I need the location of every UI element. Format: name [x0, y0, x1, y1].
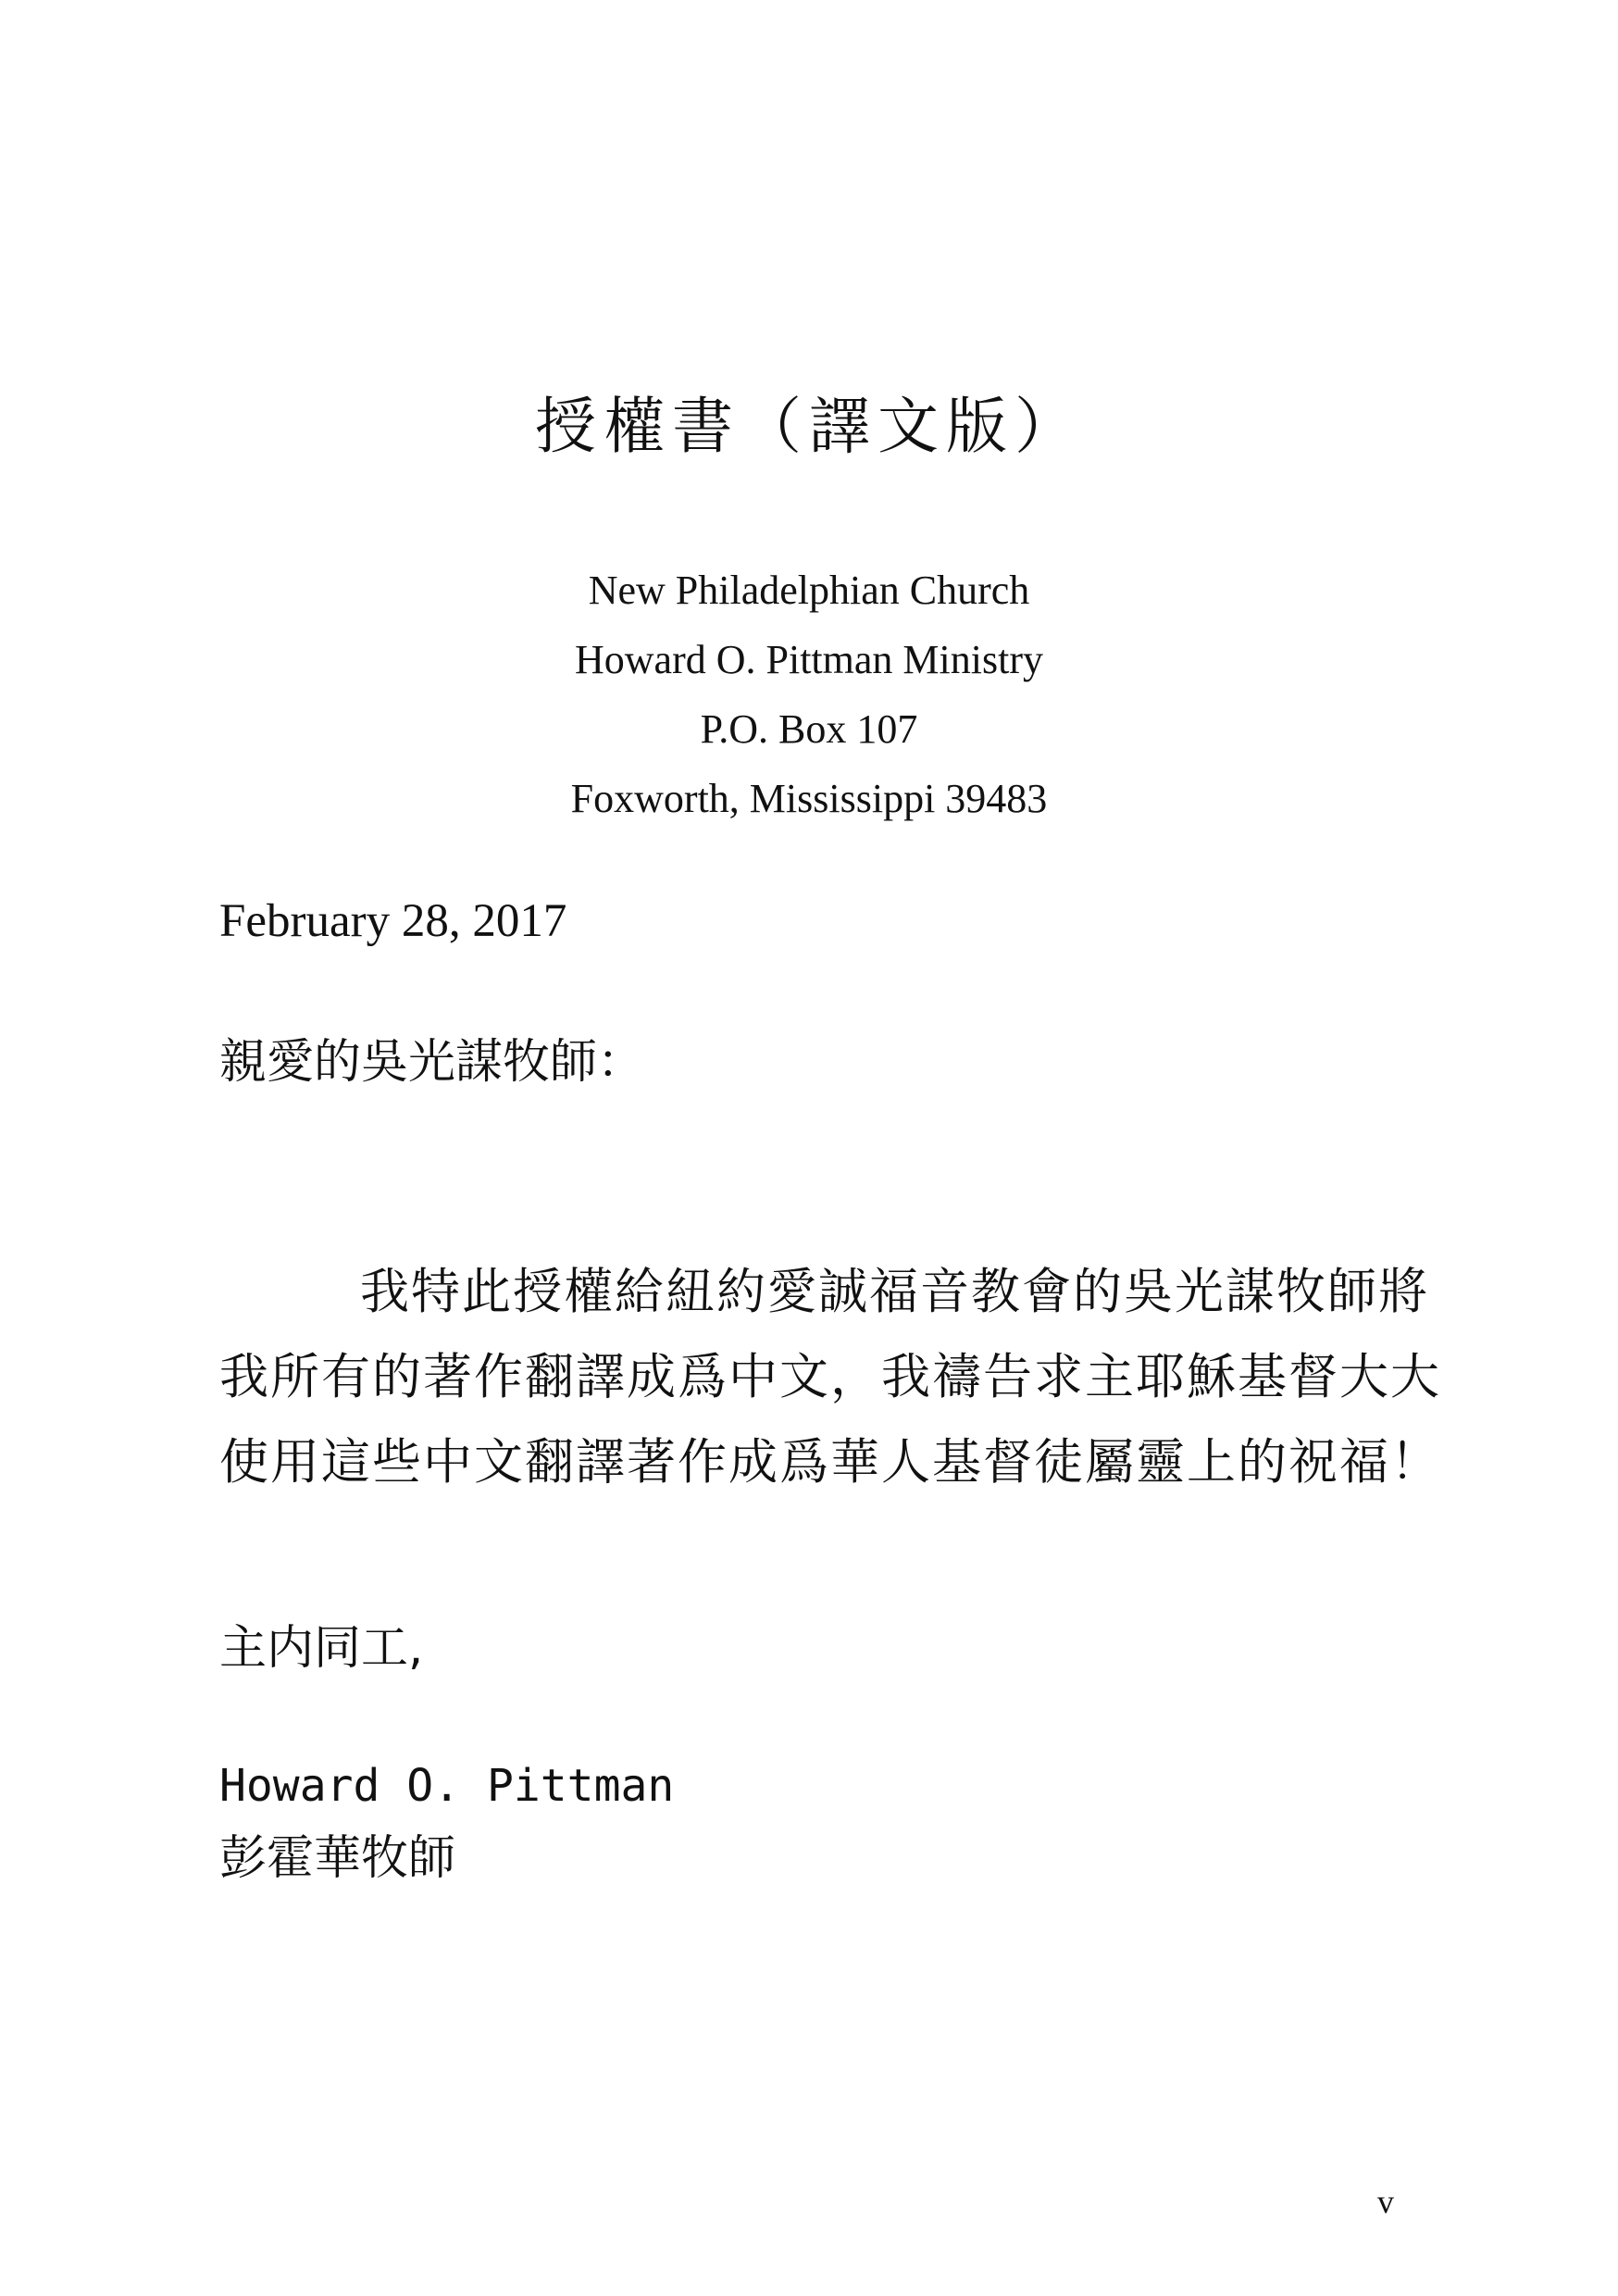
address-line: P.O. Box 107 — [700, 706, 918, 752]
signature-name: Howard O. Pittman — [219, 1760, 675, 1812]
salutation: 親愛的吳光謀牧師： — [219, 1035, 645, 1090]
body-line: 我特此授權給紐約愛誠福音教會的吳光謀牧師將 — [360, 1264, 1429, 1320]
letter-body — [219, 1250, 1441, 1505]
address-line: New Philadelphian Church — [588, 568, 1030, 613]
sender-address — [0, 555, 1618, 833]
page-number: v — [1377, 2183, 1394, 2220]
closing: 主内同工, — [219, 1621, 424, 1676]
body-line: 我所有的著作翻譯成爲中文，我禱告求主耶穌基督大大 — [219, 1349, 1441, 1405]
letter-date: February 28, 2017 — [219, 895, 567, 947]
document-title: 授權書（譯文版） — [535, 391, 1083, 462]
signature-title: 彭霍華牧師 — [219, 1831, 456, 1886]
body-line: 使用這些中文翻譯著作成爲華人基督徒屬靈上的祝福！ — [219, 1434, 1441, 1491]
address-line: Foxworth, Mississippi 39483 — [570, 776, 1048, 821]
address-line: Howard O. Pittman Ministry — [575, 637, 1043, 682]
